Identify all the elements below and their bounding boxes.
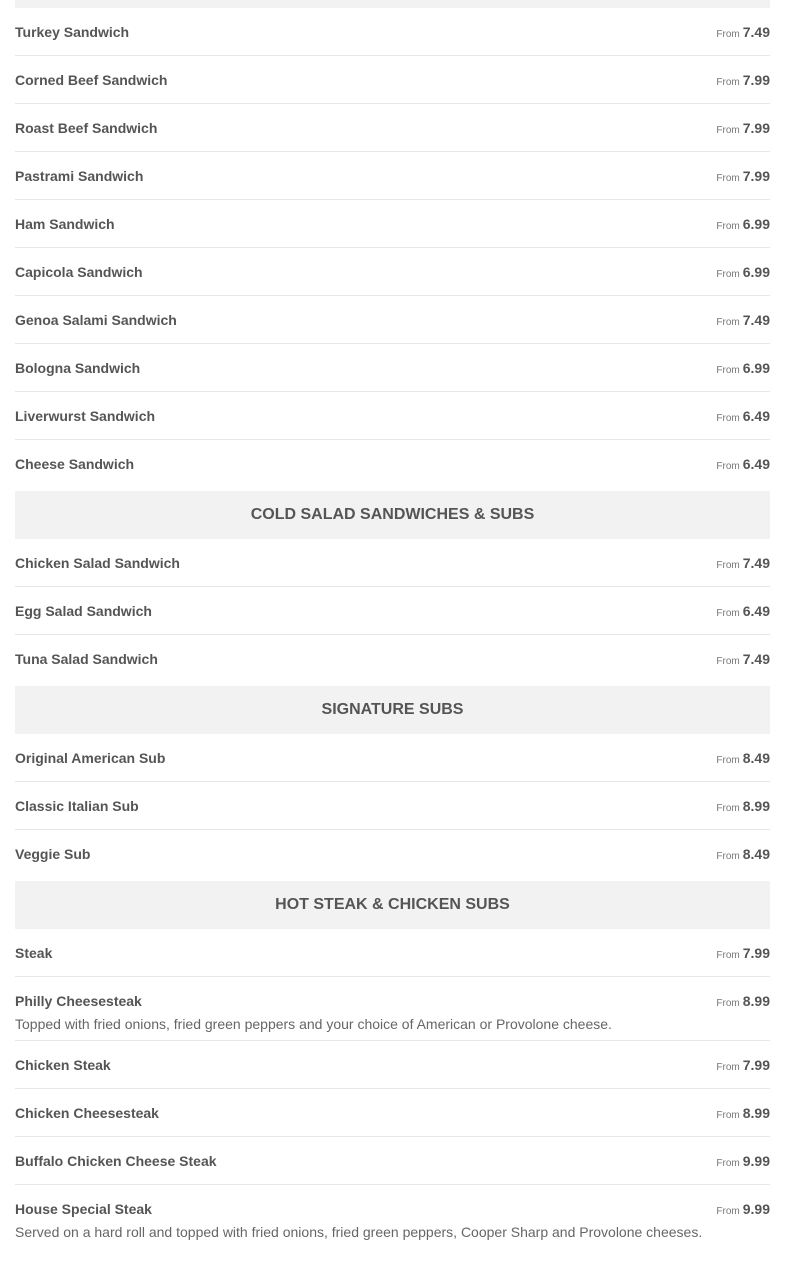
menu-item-price xyxy=(716,1057,770,1076)
price-value: 7.99 xyxy=(742,72,770,88)
menu-item-name: Original American Sub xyxy=(15,750,166,766)
menu-item-name: Tuna Salad Sandwich xyxy=(15,651,158,667)
menu-item[interactable] xyxy=(15,734,770,782)
price-value: 7.49 xyxy=(742,312,770,328)
price-prefix: From xyxy=(716,317,740,328)
menu-item-price xyxy=(716,846,770,865)
menu-item-name: Corned Beef Sandwich xyxy=(15,72,168,88)
price-prefix: From xyxy=(716,365,740,376)
menu-item-name: Buffalo Chicken Cheese Steak xyxy=(15,1153,217,1169)
price-prefix: From xyxy=(716,608,740,619)
price-prefix: From xyxy=(716,560,740,571)
price-value: 7.99 xyxy=(742,945,770,961)
menu-item-price xyxy=(716,651,770,670)
menu-item-name: Chicken Cheesesteak xyxy=(15,1105,159,1121)
menu-item-price xyxy=(716,993,770,1012)
price-value: 8.99 xyxy=(742,1105,770,1121)
price-prefix: From xyxy=(716,1062,740,1073)
menu-item[interactable] xyxy=(15,296,770,344)
price-prefix: From xyxy=(716,461,740,472)
price-prefix: From xyxy=(716,269,740,280)
menu-item-description: Served on a hard roll and topped with fried onions, fried green peppers, Cooper Sharp and Provolone cheeses. xyxy=(15,1224,703,1240)
menu-item-price xyxy=(716,603,770,622)
menu-item[interactable] xyxy=(15,440,770,488)
price-prefix: From xyxy=(716,950,740,961)
price-value: 9.99 xyxy=(742,1153,770,1169)
menu-item-name: Liverwurst Sandwich xyxy=(15,408,156,424)
menu-item[interactable] xyxy=(15,587,770,635)
price-value: 8.99 xyxy=(742,798,770,814)
menu-item-name: Egg Salad Sandwich xyxy=(15,603,152,619)
menu-item-name: Roast Beef Sandwich xyxy=(15,120,158,136)
menu-item[interactable] xyxy=(15,1137,770,1185)
menu-item-name: Pastrami Sandwich xyxy=(15,168,144,184)
price-prefix: From xyxy=(716,221,740,232)
price-prefix: From xyxy=(716,1158,740,1169)
menu-item-price xyxy=(716,945,770,964)
menu-item[interactable] xyxy=(15,782,770,830)
menu-item-price xyxy=(716,360,770,379)
price-prefix: From xyxy=(716,803,740,814)
menu-item-price xyxy=(716,456,770,475)
menu-item-name: Veggie Sub xyxy=(15,846,91,862)
menu-item[interactable] xyxy=(15,8,770,56)
price-value: 7.99 xyxy=(742,1057,770,1073)
price-value: 6.49 xyxy=(742,408,770,424)
menu-item-price xyxy=(716,312,770,331)
menu-item-name: Chicken Salad Sandwich xyxy=(15,555,180,571)
menu-item-name: Bologna Sandwich xyxy=(15,360,141,376)
menu-item[interactable] xyxy=(15,929,770,977)
price-value: 7.49 xyxy=(742,24,770,40)
price-value: 6.99 xyxy=(742,360,770,376)
price-prefix: From xyxy=(716,125,740,136)
price-prefix: From xyxy=(716,998,740,1009)
menu-list xyxy=(15,0,770,1249)
menu-item-name: Genoa Salami Sandwich xyxy=(15,312,177,328)
price-prefix: From xyxy=(716,1110,740,1121)
menu-item-price xyxy=(716,120,770,139)
menu-item-price xyxy=(716,1105,770,1124)
menu-item[interactable] xyxy=(15,344,770,392)
menu-item-price xyxy=(716,168,770,187)
price-prefix: From xyxy=(716,29,740,40)
menu-item[interactable] xyxy=(15,104,770,152)
menu-item-name: Philly Cheesesteak xyxy=(15,993,142,1009)
menu-item-price xyxy=(716,798,770,817)
menu-item-price xyxy=(716,1153,770,1172)
menu-item[interactable] xyxy=(15,1089,770,1137)
section-header: COLD SALAD SANDWICHES & SUBS xyxy=(15,491,770,539)
price-value: 8.99 xyxy=(742,993,770,1009)
menu-item-description: Topped with fried onions, fried green peppers and your choice of American or Provolone cheese. xyxy=(15,1016,612,1032)
price-value: 7.49 xyxy=(742,651,770,667)
menu-item[interactable] xyxy=(15,392,770,440)
price-value: 9.99 xyxy=(742,1201,770,1217)
price-value: 7.99 xyxy=(742,120,770,136)
menu-item[interactable] xyxy=(15,977,770,1041)
menu-item-price xyxy=(716,24,770,43)
price-value: 6.49 xyxy=(742,456,770,472)
menu-item-name: Turkey Sandwich xyxy=(15,24,130,40)
menu-item-name: Chicken Steak xyxy=(15,1057,111,1073)
menu-item[interactable] xyxy=(15,200,770,248)
menu-item[interactable] xyxy=(15,635,770,683)
menu-item-price xyxy=(716,216,770,235)
menu-item[interactable] xyxy=(15,539,770,587)
price-prefix: From xyxy=(716,173,740,184)
price-value: 6.99 xyxy=(742,264,770,280)
section-header: SIGNATURE SUBS xyxy=(15,686,770,734)
menu-item-name: Steak xyxy=(15,945,53,961)
price-value: 7.99 xyxy=(742,168,770,184)
price-value: 6.99 xyxy=(742,216,770,232)
price-value: 8.49 xyxy=(742,750,770,766)
menu-item-price xyxy=(716,1201,770,1220)
menu-item-name: Cheese Sandwich xyxy=(15,456,135,472)
section-header-band xyxy=(15,0,770,8)
price-prefix: From xyxy=(716,413,740,424)
menu-item[interactable] xyxy=(15,152,770,200)
price-prefix: From xyxy=(716,851,740,862)
price-value: 8.49 xyxy=(742,846,770,862)
menu-item-price xyxy=(716,264,770,283)
price-value: 6.49 xyxy=(742,603,770,619)
price-value: 7.49 xyxy=(742,555,770,571)
price-prefix: From xyxy=(716,755,740,766)
menu-item-name: Classic Italian Sub xyxy=(15,798,139,814)
menu-item[interactable] xyxy=(15,248,770,296)
price-prefix: From xyxy=(716,656,740,667)
menu-item-name: Capicola Sandwich xyxy=(15,264,143,280)
price-prefix: From xyxy=(716,1206,740,1217)
menu-item[interactable] xyxy=(15,1041,770,1089)
menu-item-name: Ham Sandwich xyxy=(15,216,115,232)
menu-item-price xyxy=(716,750,770,769)
section-header: HOT STEAK & CHICKEN SUBS xyxy=(15,881,770,929)
menu-item-price xyxy=(716,72,770,91)
menu-item-price xyxy=(716,555,770,574)
menu-item-price xyxy=(716,408,770,427)
menu-item[interactable] xyxy=(15,830,770,878)
price-prefix: From xyxy=(716,77,740,88)
menu-item-name: House Special Steak xyxy=(15,1201,152,1217)
menu-item[interactable] xyxy=(15,1185,770,1249)
menu-item[interactable] xyxy=(15,56,770,104)
